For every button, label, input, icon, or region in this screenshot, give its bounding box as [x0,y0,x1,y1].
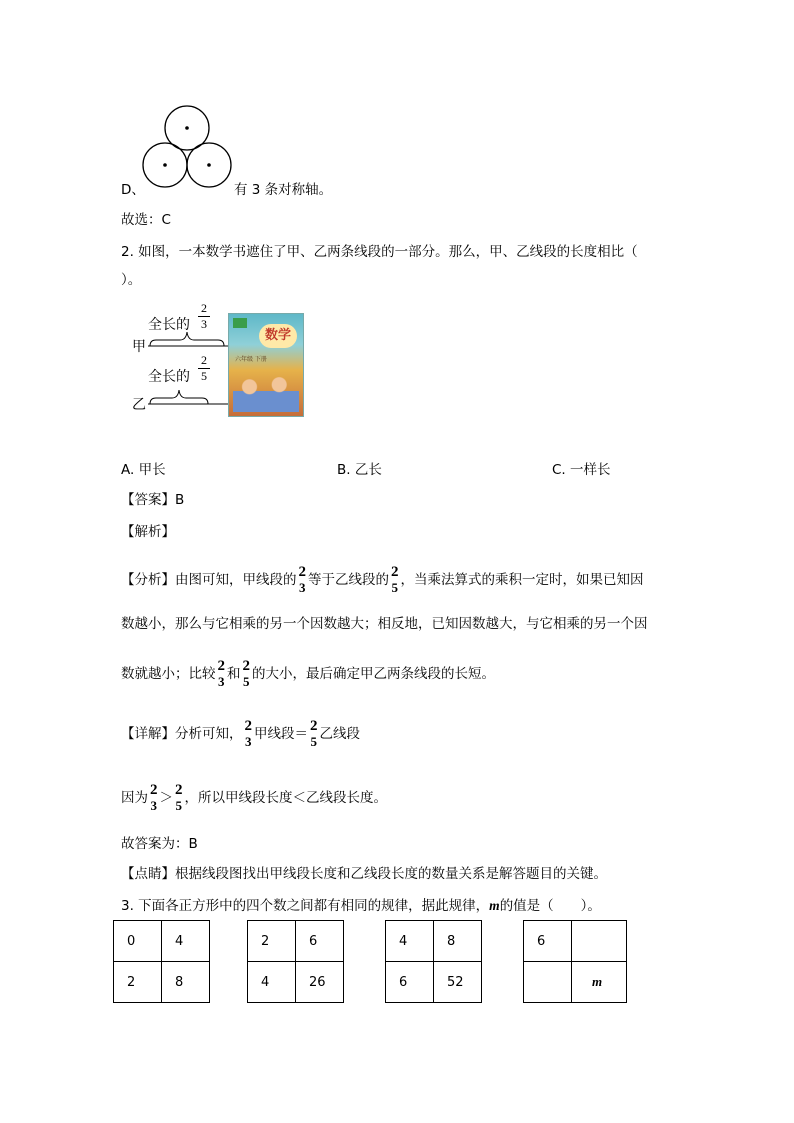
square-3 [385,920,482,1003]
square-1-br: 8 [162,962,210,1003]
book-badge [233,318,247,328]
frac-two-thirds: 2 3 [217,658,225,689]
q3-stem: 3. 下面各正方形中的四个数之间都有相同的规律，据此规律，m的值是（ ）。 [121,898,601,914]
circle-top-center [185,126,189,130]
option-d-prefix: D、 [121,182,145,198]
frac-two-fifths: 2 5 [310,718,318,749]
label-jia: 甲 [132,339,146,355]
square-2-bl: 4 [248,962,296,1003]
math-book-cover [228,313,304,417]
square-2-br: 26 [296,962,344,1003]
book-title: 数学 [259,324,297,348]
option-d-text: 有 3 条对称轴。 [234,182,333,198]
frac-two-thirds: 2 3 [298,564,306,595]
book-illustration [233,370,299,412]
frac-two-fifths: 2 5 [242,658,250,689]
q2-analysis-heading: 【解析】 [121,524,175,540]
square-3-br: 52 [434,962,482,1003]
caption-yi-fraction: 2 5 [198,354,210,383]
square-4-bl [524,962,572,1003]
three-circles-figure [140,104,236,190]
square-2-tr: 6 [296,921,344,962]
q2-stem-line1: 2. 如图，一本数学书遮住了甲、乙两条线段的一部分。那么，甲、乙线段的长度相比（ [121,244,638,260]
brace-jia [150,332,224,346]
q2-answer: 【答案】B [121,492,185,508]
square-3-tl: 4 [386,921,434,962]
q2-option-c: C. 一样长 [552,462,611,478]
q2-stem-line2: ）。 [121,272,142,288]
square-1-tr: 4 [162,921,210,962]
circle-left-center [163,163,167,167]
square-4 [523,920,627,1003]
xiangjie-line1: 【详解】分析可知， 2 3 甲线段＝ 2 5 乙线段 [121,718,360,749]
q2-option-a: A. 甲长 [121,462,166,478]
dianjing-line: 【点睛】根据线段图找出甲线段长度和乙线段长度的数量关系是解答题目的关键。 [121,866,607,882]
square-4-tl: 6 [524,921,572,962]
xiangjie-line2: 因为 2 3 ＞ 2 5 ，所以甲线段长度＜乙线段长度。 [121,782,387,813]
frac-two-fifths: 2 5 [175,782,183,813]
fenxi-line3: 数就越小；比较 2 3 和 2 5 的大小，最后确定甲乙两条线段的长短。 [121,658,495,689]
caption-jia: 全长的 [148,317,190,333]
fenxi-line2: 数越小，那么与它相乘的另一个因数越大；相反地，已知因数越大，与它相乘的另一个因 [121,616,648,632]
square-1-bl: 2 [114,962,162,1003]
caption-yi: 全长的 [148,369,190,385]
square-2 [247,920,344,1003]
frac-two-thirds: 2 3 [150,782,158,813]
square-1 [113,920,210,1003]
xiangjie-final: 故答案为：B [121,836,198,852]
q1-answer-line: 故选：C [121,212,171,228]
q3-var-m: m [489,898,500,913]
circle-right-center [207,163,211,167]
brace-yi [150,390,208,404]
square-4-br: m [572,962,627,1003]
segment-lines [140,328,236,412]
caption-jia-fraction: 2 3 [198,302,210,331]
frac-two-thirds: 2 3 [244,718,252,749]
square-2-tl: 2 [248,921,296,962]
book-grade: 六年级 下册 [235,356,267,363]
label-yi: 乙 [132,397,146,413]
square-3-bl: 6 [386,962,434,1003]
square-1-tl: 0 [114,921,162,962]
square-4-tr [572,921,627,962]
frac-two-fifths: 2 5 [391,564,399,595]
q2-option-b: B. 乙长 [337,462,382,478]
square-3-tr: 8 [434,921,482,962]
fenxi-line1: 【分析】由图可知，甲线段的 2 3 等于乙线段的 2 5 ，当乘法算式的乘积一定时，如果已知因 [121,564,644,595]
